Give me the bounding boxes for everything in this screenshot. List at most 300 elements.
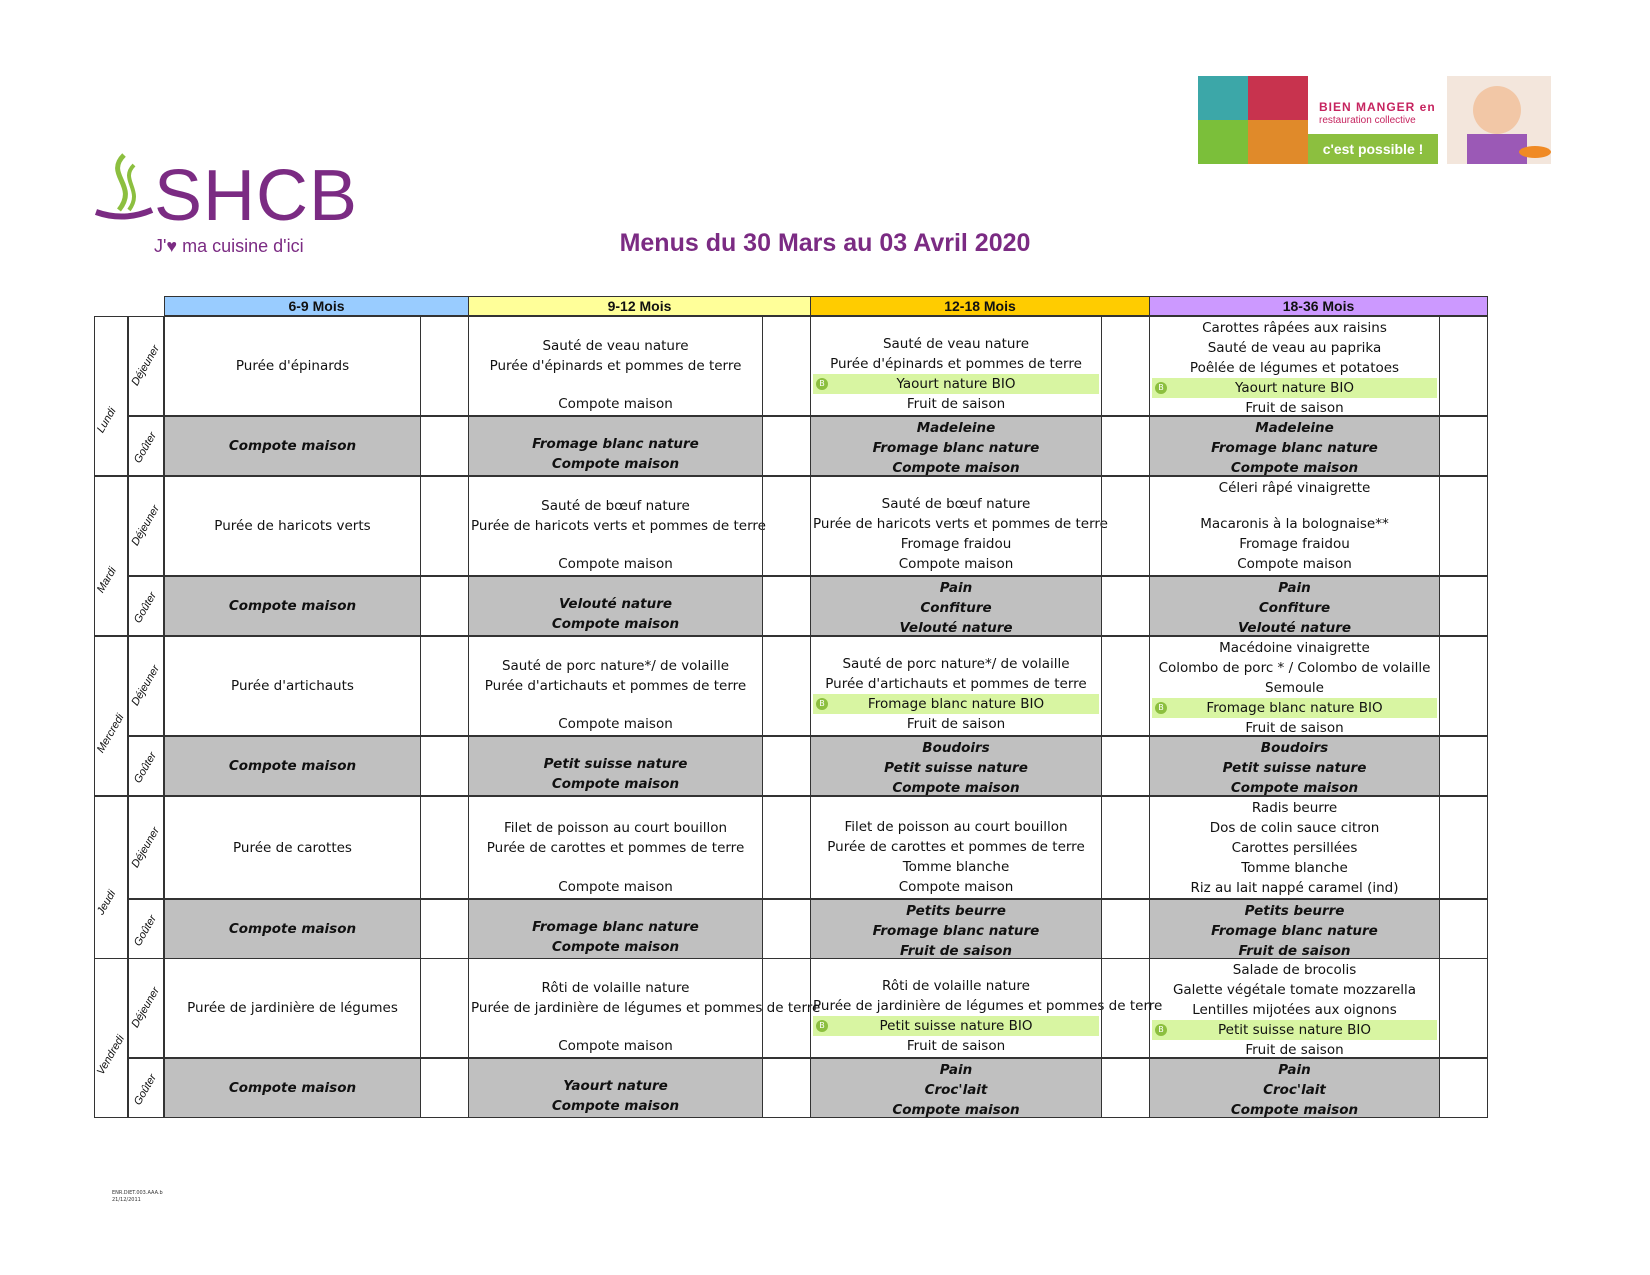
spacer-cell — [762, 736, 811, 796]
lunch-lines — [811, 477, 1108, 575]
lunch-lines — [1150, 317, 1439, 415]
menu-item — [471, 960, 760, 978]
bio-menu-item — [1152, 378, 1437, 398]
snack-cell — [810, 736, 1102, 796]
snack-item: Boudoirs — [1260, 740, 1329, 756]
menu-table — [94, 296, 1562, 1164]
spacer-cell — [762, 899, 811, 959]
spacer-cell — [420, 316, 469, 416]
spacer-cell — [1101, 796, 1150, 899]
menu-item-text: Purée de haricots verts — [214, 518, 371, 534]
menu-item-text: Yaourt nature BIO — [896, 376, 1016, 392]
menu-item — [167, 715, 418, 734]
snack-item: Pain — [939, 580, 973, 596]
snack-item: Compote maison — [551, 939, 680, 955]
snack-item: Compote maison — [892, 1102, 1020, 1118]
menu-item-text: Purée de haricots verts et pommes de terre — [471, 518, 766, 534]
snack-item: Velouté nature — [558, 596, 673, 612]
meal-type-cell — [128, 636, 164, 736]
menu-item-text: Purée de carottes et pommes de terre — [827, 839, 1085, 855]
spacer-cell — [420, 416, 469, 476]
spacer-cell — [1439, 796, 1488, 899]
snack-item — [167, 1098, 418, 1116]
spacer-cell — [762, 958, 811, 1058]
snack-item: Madeleine — [1255, 420, 1334, 436]
snack-item: Yaourt nature — [563, 1078, 668, 1094]
snack-item — [471, 1060, 760, 1076]
menu-item — [167, 998, 418, 1018]
snack-lines — [165, 577, 420, 635]
menu-item — [471, 998, 821, 1018]
menu-item-text: Tomme blanche — [1241, 860, 1348, 876]
menu-item — [813, 494, 1099, 514]
menu-item — [1152, 678, 1437, 698]
lunch-lines — [1150, 477, 1439, 575]
snack-item: Fromage blanc nature — [872, 440, 1040, 456]
menu-item — [471, 554, 760, 574]
day-cell — [94, 796, 128, 959]
menu-item — [471, 714, 760, 734]
menu-item — [167, 516, 418, 536]
snack-item — [167, 939, 418, 957]
menu-item — [1152, 534, 1437, 554]
snack-cell — [164, 416, 421, 476]
snack-item: Pain — [939, 1062, 973, 1078]
lunch-lines — [811, 317, 1101, 415]
snack-lines — [469, 577, 762, 635]
snack-item: Compote maison — [551, 616, 680, 632]
menu-item — [813, 334, 1099, 354]
day-cell — [94, 316, 128, 476]
snack-item — [471, 901, 760, 917]
menu-item — [1152, 398, 1437, 418]
spacer-cell — [1439, 316, 1488, 416]
spacer-cell — [420, 736, 469, 796]
bio-menu-item — [813, 1016, 1099, 1036]
menu-item-text: Rôti de volaille nature — [541, 980, 690, 996]
spacer-cell — [762, 316, 811, 416]
menu-item-text: Compote maison — [558, 879, 673, 895]
spacer-cell — [1439, 416, 1488, 476]
spacer-cell — [1101, 476, 1150, 576]
menu-item-text: Carottes persillées — [1231, 840, 1358, 856]
spacer-cell — [420, 958, 469, 1058]
menu-item-text: Macédoine vinaigrette — [1219, 640, 1370, 656]
menu-item-text: Petit suisse nature BIO — [1218, 1022, 1371, 1038]
age-header: 6-9 Mois — [164, 296, 469, 316]
menu-item — [167, 318, 418, 337]
day-cell — [94, 958, 128, 1118]
menu-item — [471, 838, 760, 858]
meal-type-label: Goûter — [131, 750, 160, 786]
snack-lines — [811, 417, 1101, 475]
snack-item: Fromage blanc nature — [1211, 923, 1378, 939]
menu-item-text: Purée de carottes et pommes de terre — [486, 839, 745, 856]
snack-item: Compote maison — [551, 776, 680, 792]
menu-item-text: Rôti de volaille nature — [882, 978, 1030, 994]
spacer-cell — [1439, 899, 1488, 959]
lunch-lines — [811, 959, 1163, 1057]
lunch-cell — [164, 316, 421, 416]
snack-lines — [469, 900, 762, 958]
menu-item — [1152, 554, 1437, 574]
menu-item-text: Purée d'artichauts et pommes de terre — [825, 676, 1087, 692]
menu-item-text: Sauté de porc nature*/ de volaille — [501, 658, 730, 674]
spacer-cell — [1439, 476, 1488, 576]
spacer-cell — [1439, 576, 1488, 636]
lunch-cell — [468, 636, 763, 736]
menu-item-text: Radis beurre — [1251, 800, 1338, 816]
spacer-cell — [420, 1058, 469, 1118]
snack-lines — [1150, 737, 1439, 795]
snack-item: Petits beurre — [906, 903, 1006, 919]
snack-item: Compote maison — [228, 598, 357, 614]
menu-item — [1152, 638, 1437, 658]
snack-item: Compote maison — [892, 780, 1020, 796]
lunch-cell — [164, 796, 421, 899]
snack-cell — [164, 1058, 421, 1118]
spacer-cell — [1101, 899, 1150, 959]
snack-item — [167, 901, 418, 919]
menu-item — [813, 638, 1099, 654]
banner-line2: restauration collective — [1319, 115, 1416, 126]
menu-item — [813, 976, 1099, 996]
snack-cell — [810, 899, 1102, 959]
menu-item — [1152, 878, 1437, 898]
menu-item — [167, 497, 418, 516]
snack-cell — [468, 899, 763, 959]
snack-item: Croc'lait — [924, 1082, 988, 1098]
snack-lines — [469, 417, 762, 475]
lunch-lines — [811, 797, 1101, 898]
lunch-lines — [469, 637, 762, 735]
menu-item-text: Sauté de veau au paprika — [1207, 340, 1382, 356]
menu-item-text: Sauté de veau nature — [882, 336, 1030, 352]
snack-item — [471, 578, 760, 594]
snack-lines — [469, 737, 762, 795]
meal-type-label: Goûter — [131, 430, 160, 466]
meal-type-label: Déjeuner — [129, 663, 163, 708]
snack-item: Confiture — [1258, 600, 1331, 616]
menu-item-text: Compote maison — [558, 716, 673, 732]
menu-item-text: Fromage blanc nature BIO — [1206, 700, 1383, 716]
lunch-cell — [468, 476, 766, 576]
menu-item — [167, 337, 418, 356]
spacer-cell — [1101, 576, 1150, 636]
menu-item — [167, 838, 418, 858]
logo-text: SHCB — [154, 156, 359, 236]
menu-item-text: Fruit de saison — [1245, 400, 1344, 416]
lunch-cell — [810, 636, 1102, 736]
snack-lines — [1150, 577, 1439, 635]
snack-item: Fruit de saison — [1238, 943, 1351, 959]
snack-item: Compote maison — [1230, 460, 1359, 476]
age-header: 12-18 Mois — [810, 296, 1150, 316]
menu-item — [471, 858, 760, 878]
age-header: 18-36 Mois — [1149, 296, 1488, 316]
menu-item — [167, 395, 418, 414]
snack-item — [167, 776, 418, 794]
meal-type-label: Déjeuner — [129, 824, 163, 870]
menu-item-text: Sauté de veau nature — [542, 338, 689, 354]
snack-item: Petit suisse nature — [884, 760, 1028, 776]
menu-item-text: Compote maison — [558, 556, 673, 572]
menu-item-text: Fruit de saison — [906, 396, 1006, 412]
menu-item — [1152, 318, 1437, 338]
menu-item — [1152, 858, 1437, 878]
spacer-cell — [1101, 958, 1150, 1058]
menu-item-text: Purée de jardinière de légumes — [187, 1000, 398, 1016]
spacer-cell — [420, 476, 469, 576]
snack-cell — [468, 416, 763, 476]
snack-cell — [468, 736, 763, 796]
menu-item — [813, 798, 1099, 817]
snack-item: Fromage blanc nature — [872, 923, 1040, 939]
lunch-lines — [1150, 959, 1439, 1057]
lunch-cell — [1149, 796, 1440, 899]
menu-item — [1152, 818, 1437, 838]
bio-menu-item — [813, 694, 1099, 714]
meal-type-label: Déjeuner — [129, 503, 163, 548]
age-header: 9-12 Mois — [468, 296, 811, 316]
reference-code: ENR.DIET.003.AAA.b — [112, 1190, 163, 1196]
menu-item — [813, 354, 1099, 374]
day-cell — [94, 636, 128, 796]
menu-item — [813, 996, 1163, 1016]
menu-item — [1152, 498, 1437, 514]
banner-line1: BIEN MANGER en — [1319, 100, 1436, 114]
menu-item — [813, 654, 1099, 674]
lunch-lines — [1150, 797, 1439, 898]
lunch-lines — [469, 959, 821, 1057]
day-label: Mercredi — [94, 711, 127, 756]
menu-item — [471, 356, 760, 376]
menu-item — [167, 536, 418, 555]
day-label: Lundi — [94, 405, 119, 436]
menu-item — [471, 336, 760, 356]
menu-item-text: Purée d'épinards — [235, 358, 350, 374]
meal-type-label: Goûter — [131, 913, 160, 949]
menu-item — [813, 514, 1108, 534]
lunch-lines — [165, 959, 420, 1057]
snack-cell — [1149, 736, 1440, 796]
bio-leaf-icon: B — [816, 378, 828, 390]
spacer-cell — [420, 636, 469, 736]
lunch-lines — [165, 797, 420, 898]
menu-item-text: Fruit de saison — [1245, 720, 1344, 736]
menu-item-text: Salade de brocolis — [1232, 962, 1357, 978]
menu-item-text: Fruit de saison — [906, 716, 1006, 732]
menu-item — [167, 960, 418, 979]
meal-type-cell — [128, 316, 164, 416]
day-cell — [94, 476, 128, 636]
steam-icon — [94, 150, 154, 230]
snack-cell — [468, 576, 763, 636]
menu-item-text: Purée de carottes — [233, 839, 352, 856]
menu-item-text: Carottes râpées aux raisins — [1202, 320, 1387, 336]
snack-lines — [165, 1059, 420, 1117]
menu-item-text: Compote maison — [898, 879, 1014, 895]
snack-item: Fromage blanc nature — [532, 919, 699, 935]
menu-item — [471, 978, 760, 998]
menu-item-text: Sauté de bœuf nature — [541, 498, 690, 514]
menu-item-text: Tomme blanche — [902, 859, 1010, 875]
menu-item — [813, 817, 1099, 837]
bio-leaf-icon: B — [816, 1020, 828, 1032]
snack-item — [167, 1060, 418, 1078]
snack-item: Velouté nature — [1237, 620, 1352, 636]
snack-lines — [469, 1059, 762, 1117]
menu-item — [1152, 798, 1437, 818]
spacer-cell — [762, 576, 811, 636]
logo-tagline: J'♥ ma cuisine d'ici — [154, 236, 304, 256]
menu-item-text: Fruit de saison — [906, 1038, 1006, 1054]
menu-item — [813, 394, 1099, 414]
snack-item: Compote maison — [228, 438, 357, 454]
menu-item-text: Yaourt nature BIO — [1234, 380, 1354, 396]
menu-item — [471, 798, 760, 818]
meal-type-cell — [128, 476, 164, 576]
spacer-cell — [420, 796, 469, 899]
menu-item-text: Purée d'épinards et pommes de terre — [830, 356, 1082, 372]
menu-item — [1152, 960, 1437, 980]
menu-item — [471, 638, 760, 656]
menu-item — [1152, 980, 1437, 1000]
lunch-cell — [810, 958, 1163, 1058]
menu-item — [471, 376, 760, 394]
menu-item-text: Dos de colin sauce citron — [1209, 820, 1380, 836]
snack-lines — [1150, 1059, 1439, 1117]
baby-photo-icon — [1447, 76, 1551, 164]
vegetable-mosaic-icon — [1198, 76, 1308, 164]
menu-item — [813, 318, 1099, 334]
menu-item — [1152, 658, 1437, 678]
bio-menu-item — [813, 374, 1099, 394]
menu-item-text: Petit suisse nature BIO — [879, 1018, 1033, 1034]
meal-type-cell — [128, 899, 164, 959]
menu-item-text: Galette végétale tomate mozzarella — [1172, 982, 1417, 998]
lunch-lines — [165, 317, 420, 415]
menu-item-text: Compote maison — [898, 556, 1014, 572]
menu-item — [167, 877, 418, 897]
lunch-cell — [164, 636, 421, 736]
menu-item — [167, 818, 418, 838]
menu-item — [167, 555, 418, 574]
snack-cell — [810, 416, 1102, 476]
meal-type-cell — [128, 416, 164, 476]
menu-item — [167, 1037, 418, 1056]
menu-item — [813, 674, 1099, 694]
lunch-lines — [469, 797, 762, 898]
snack-item: Velouté nature — [899, 620, 1013, 636]
menu-item-text: Sauté de bœuf nature — [881, 496, 1031, 512]
menu-item — [471, 877, 760, 897]
lunch-lines — [469, 477, 766, 575]
menu-item-text: Filet de poisson au court bouillon — [503, 819, 728, 836]
lunch-cell — [810, 476, 1108, 576]
menu-item — [813, 857, 1099, 877]
menu-item — [1152, 1040, 1437, 1060]
snack-item: Boudoirs — [922, 740, 990, 756]
snack-item: Pain — [1278, 1062, 1311, 1078]
snack-cell — [164, 736, 421, 796]
menu-item-text: Macaronis à la bolognaise** — [1200, 516, 1389, 532]
menu-item — [167, 376, 418, 395]
lunch-cell — [468, 796, 763, 899]
snack-lines — [811, 1059, 1101, 1117]
snack-item: Compote maison — [1230, 1102, 1359, 1118]
snack-lines — [811, 900, 1101, 958]
menu-item-text: Purée d'artichauts — [231, 678, 354, 694]
snack-cell — [1149, 416, 1440, 476]
menu-item — [1152, 338, 1437, 358]
menu-item — [1152, 514, 1437, 534]
snack-item: Fromage blanc nature — [1211, 440, 1378, 456]
spacer-cell — [762, 796, 811, 899]
snack-item — [167, 578, 418, 596]
snack-lines — [1150, 417, 1439, 475]
meal-type-cell — [128, 958, 164, 1058]
spacer-cell — [762, 416, 811, 476]
meal-type-label: Déjeuner — [129, 343, 163, 388]
snack-lines — [165, 417, 420, 475]
spacer-cell — [1101, 636, 1150, 736]
menu-item — [1152, 1000, 1437, 1020]
snack-cell — [468, 1058, 763, 1118]
menu-item — [471, 516, 766, 536]
menu-item-text: Compote maison — [558, 396, 673, 412]
snack-item: Compote maison — [551, 456, 680, 472]
menu-item — [813, 960, 1099, 976]
bio-leaf-icon: B — [1155, 1024, 1167, 1036]
menu-item-text: Fromage blanc nature BIO — [867, 696, 1045, 712]
lunch-cell — [468, 316, 763, 416]
reference-date: 21/12/2011 — [112, 1197, 141, 1203]
snack-item — [471, 418, 760, 434]
bien-manger-banner — [1198, 76, 1551, 164]
snack-item: Petit suisse nature — [1222, 760, 1367, 776]
menu-item-text: Purée d'épinards et pommes de terre — [489, 358, 742, 374]
menu-item — [1152, 478, 1437, 498]
menu-item-text: Purée de jardinière de légumes et pommes de terre — [471, 1000, 821, 1016]
menu-item — [167, 478, 418, 497]
menu-item-text: Fromage fraidou — [900, 536, 1012, 552]
spacer-cell — [1439, 1058, 1488, 1118]
snack-item: Compote maison — [892, 460, 1020, 476]
menu-item — [471, 318, 760, 336]
snack-lines — [165, 737, 420, 795]
document-reference — [112, 1190, 163, 1204]
menu-item — [471, 496, 760, 516]
menu-item — [167, 638, 418, 657]
snack-item: Compote maison — [1230, 780, 1359, 796]
menu-item-text: Poêlée de légumes et potatoes — [1189, 360, 1400, 376]
meal-type-cell — [128, 576, 164, 636]
menu-item — [813, 554, 1099, 574]
menu-item — [167, 798, 418, 818]
bio-leaf-icon: B — [1155, 382, 1167, 394]
spacer-cell — [762, 476, 811, 576]
menu-item — [471, 696, 760, 714]
menu-item — [167, 858, 418, 878]
meal-type-cell — [128, 796, 164, 899]
spacer-cell — [762, 636, 811, 736]
menu-item — [167, 696, 418, 715]
banner-pill: c'est possible ! — [1308, 134, 1438, 164]
lunch-cell — [468, 958, 821, 1058]
menu-item — [471, 536, 760, 554]
snack-cell — [164, 576, 421, 636]
